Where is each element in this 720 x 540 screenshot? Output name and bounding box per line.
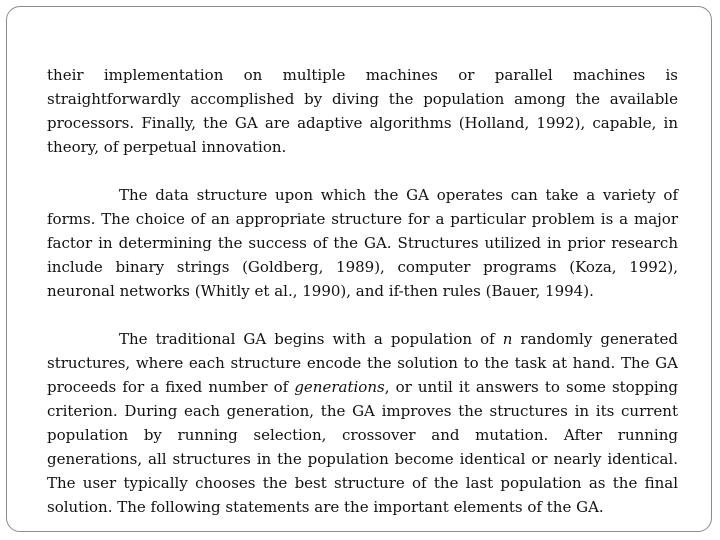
paragraph-2-text: The data structure upon which the GA operates can take a variety of forms. The choice of an appropriate structure for a particular problem is a major factor in determining the success of the GA. Structures utilized in prior research include binary strings (Goldberg, 1989), computer programs (Koza, 1992), neuronal networks (Whitly et al., 1990), and if-then rules (Bauer, 1994). [47, 186, 678, 300]
paragraph-1 [47, 63, 678, 159]
paragraph-3-text-a: The traditional GA begins with a population of [119, 330, 503, 348]
variable-n: n [502, 330, 513, 348]
paragraph-3-text-c: , or until it answers to some stopping criterion. During each generation, the GA improves the structures in its current population by running selection, crossover and mutation. After running generations, all structures in the population become identical or nearly identical. The user typically chooses the best structure of the last population as the final solution. The following statements are the important elements of the GA. [47, 378, 678, 516]
paragraph-2 [47, 183, 678, 303]
term-generations: generations [294, 378, 385, 396]
paragraph-3-text-b: randomly generated structures, where each structure encode the solution to the task at hand. The GA proceeds for a fixed number of [47, 330, 678, 396]
paragraph-3 [47, 327, 678, 519]
slide-frame [6, 6, 712, 532]
paragraph-1-text: their implementation on multiple machines or parallel machines is straightforwardly accomplished by diving the population among the available processors. Finally, the GA are adaptive algorithms (Holland, 1992), capable, in theory, of perpetual innovation. [47, 66, 678, 156]
document-body [47, 63, 678, 519]
